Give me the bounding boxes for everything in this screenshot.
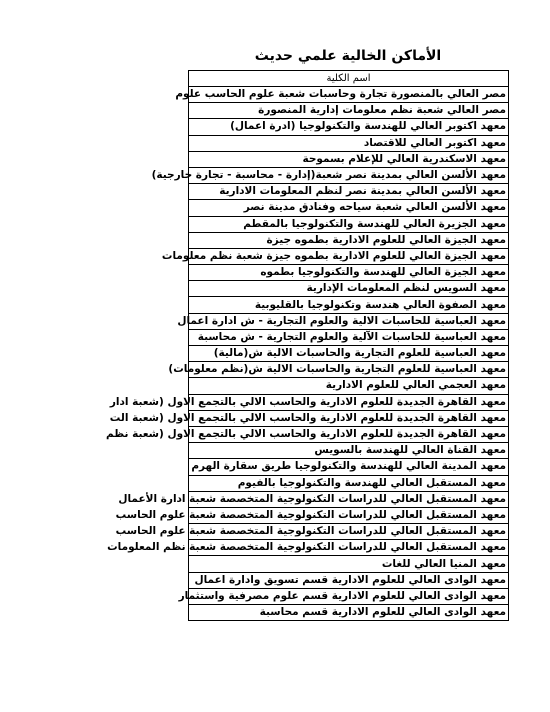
college-name-cell: معهد المستقبل العالي للدراسات التكنولوجية المتخصصة شعبة ادارة الأعمال	[189, 491, 509, 507]
college-name-cell: معهد الألسن العالي بمدينة نصر شعبة(إدارة - محاسبة - تجارة خارجية)	[189, 167, 509, 183]
table-row	[189, 362, 509, 378]
table-row	[189, 459, 509, 475]
college-name-cell: معهد الوادى العالي للعلوم الادارية قسم علوم مصرفية واستثمار	[189, 588, 509, 604]
table-row	[189, 491, 509, 507]
college-name-cell: معهد المستقبل العالي للدراسات التكنولوجية المتخصصة شعبة علوم الحاسب	[189, 524, 509, 540]
college-name-cell: معهد المستقبل العالي للدراسات التكنولوجية المتخصصة شعبة نظم المعلومات	[189, 540, 509, 556]
college-name-cell: مصر العالي بالمنصورة تجارة وحاسبات شعبة علوم الحاسب علوم	[189, 87, 509, 103]
college-name-cell: معهد الجزيرة العالي للهندسة والتكنولوجيا بالمقطم	[189, 216, 509, 232]
college-name-cell: معهد الجيزة العالي للعلوم الادارية بطموه جيزة	[189, 232, 509, 248]
table-row	[189, 378, 509, 394]
table-row	[189, 167, 509, 183]
college-name-cell: معهد العباسية للحاسبات الآلية والعلوم التجارية - ش محاسبة	[189, 329, 509, 345]
college-name-cell: معهد العباسية للعلوم التجارية والحاسبات الالية ش(نظم معلومات)	[189, 362, 509, 378]
college-name-cell: معهد الصفوة العالي هندسة وتكنولوجيا بالقليوبية	[189, 297, 509, 313]
table-row	[189, 265, 509, 281]
college-name-cell: معهد الألسن العالي شعبة سياحه وفنادق مدينة نصر	[189, 200, 509, 216]
college-name-cell: معهد المدينة العالي للهندسة والتكنولوجيا طريق سقارة الهرم	[189, 459, 509, 475]
table-row	[189, 346, 509, 362]
college-name-cell: معهد الجيزة العالي للعلوم الادارية بطموه جيزة شعبة نظم معلومات	[189, 248, 509, 264]
table-row	[189, 216, 509, 232]
table-row	[189, 297, 509, 313]
table-row	[189, 394, 509, 410]
college-name-cell: معهد الجيزة العالي للهندسة والتكنولوجيا بطموه	[189, 265, 509, 281]
college-name-cell: معهد العباسية للعلوم التجارية والحاسبات الالية ش(مالية)	[189, 346, 509, 362]
table-row	[189, 443, 509, 459]
table-row	[189, 556, 509, 572]
table-row	[189, 588, 509, 604]
table-row	[189, 540, 509, 556]
college-name-cell: معهد الألسن العالي بمدينة نصر لنظم المعلومات الادارية	[189, 184, 509, 200]
table-row	[189, 200, 509, 216]
table-row	[189, 103, 509, 119]
table-row	[189, 572, 509, 588]
college-name-cell: معهد القاهرة الجديدة للعلوم الادارية والحاسب الالي بالتجمع الاول (شعبة الت	[189, 410, 509, 426]
college-name-cell: معهد القاهرة الجديدة للعلوم الادارية والحاسب الالي بالتجمع الاول (شعبة نظم	[189, 426, 509, 442]
table-row	[189, 313, 509, 329]
college-name-cell: معهد الوادى العالي للعلوم الادارية قسم تسويق وادارة اعمال	[189, 572, 509, 588]
college-name-cell: معهد المستقبل العالي للهندسة والتكنولوجيا بالفيوم	[189, 475, 509, 491]
college-name-cell: معهد اكتوبر العالي للاقتصاد	[189, 135, 509, 151]
table-row	[189, 119, 509, 135]
page-title: الأماكن الخالية علمي حديث	[254, 48, 442, 64]
table-row	[189, 184, 509, 200]
college-name-cell: معهد العباسية للحاسبات الالية والعلوم التجارية - ش ادارة اعمال	[189, 313, 509, 329]
college-name-cell: معهد العجمي العالي للعلوم الادارية	[189, 378, 509, 394]
colleges-table	[106, 70, 509, 621]
college-name-cell: معهد الاسكندرية العالي للإعلام بسموحة	[189, 151, 509, 167]
college-name-cell: معهد السويس لنظم المعلومات الإدارية	[189, 281, 509, 297]
column-header-college-name: اسم الكلية	[189, 71, 509, 87]
table-row	[189, 281, 509, 297]
table-row	[189, 232, 509, 248]
college-name-cell: معهد المستقبل العالي للدراسات التكنولوجية المتخصصة شعبة علوم الحاسب	[189, 507, 509, 523]
college-name-cell: مصر العالي شعبة نظم معلومات إدارية المنصورة	[189, 103, 509, 119]
table-row	[189, 248, 509, 264]
table-row	[189, 151, 509, 167]
table-row	[189, 426, 509, 442]
table-row	[189, 507, 509, 523]
college-name-cell: معهد القاهرة الجديدة للعلوم الادارية والحاسب الالي بالتجمع الاول (شعبة ادار	[189, 394, 509, 410]
college-name-cell: معهد المنيا العالي للغات	[189, 556, 509, 572]
table-row	[189, 87, 509, 103]
table-row	[189, 410, 509, 426]
college-name-cell: معهد الوادى العالي للعلوم الادارية قسم محاسبة	[189, 605, 509, 621]
college-name-cell: معهد القناة العالي للهندسة بالسويس	[189, 443, 509, 459]
table-row	[189, 524, 509, 540]
table-row	[189, 475, 509, 491]
table-row	[189, 135, 509, 151]
table-row	[189, 605, 509, 621]
college-name-cell: معهد اكتوبر العالي للهندسة والتكنولوجيا (ادرة اعمال)	[189, 119, 509, 135]
table-header-row	[189, 71, 509, 87]
table-row	[189, 329, 509, 345]
